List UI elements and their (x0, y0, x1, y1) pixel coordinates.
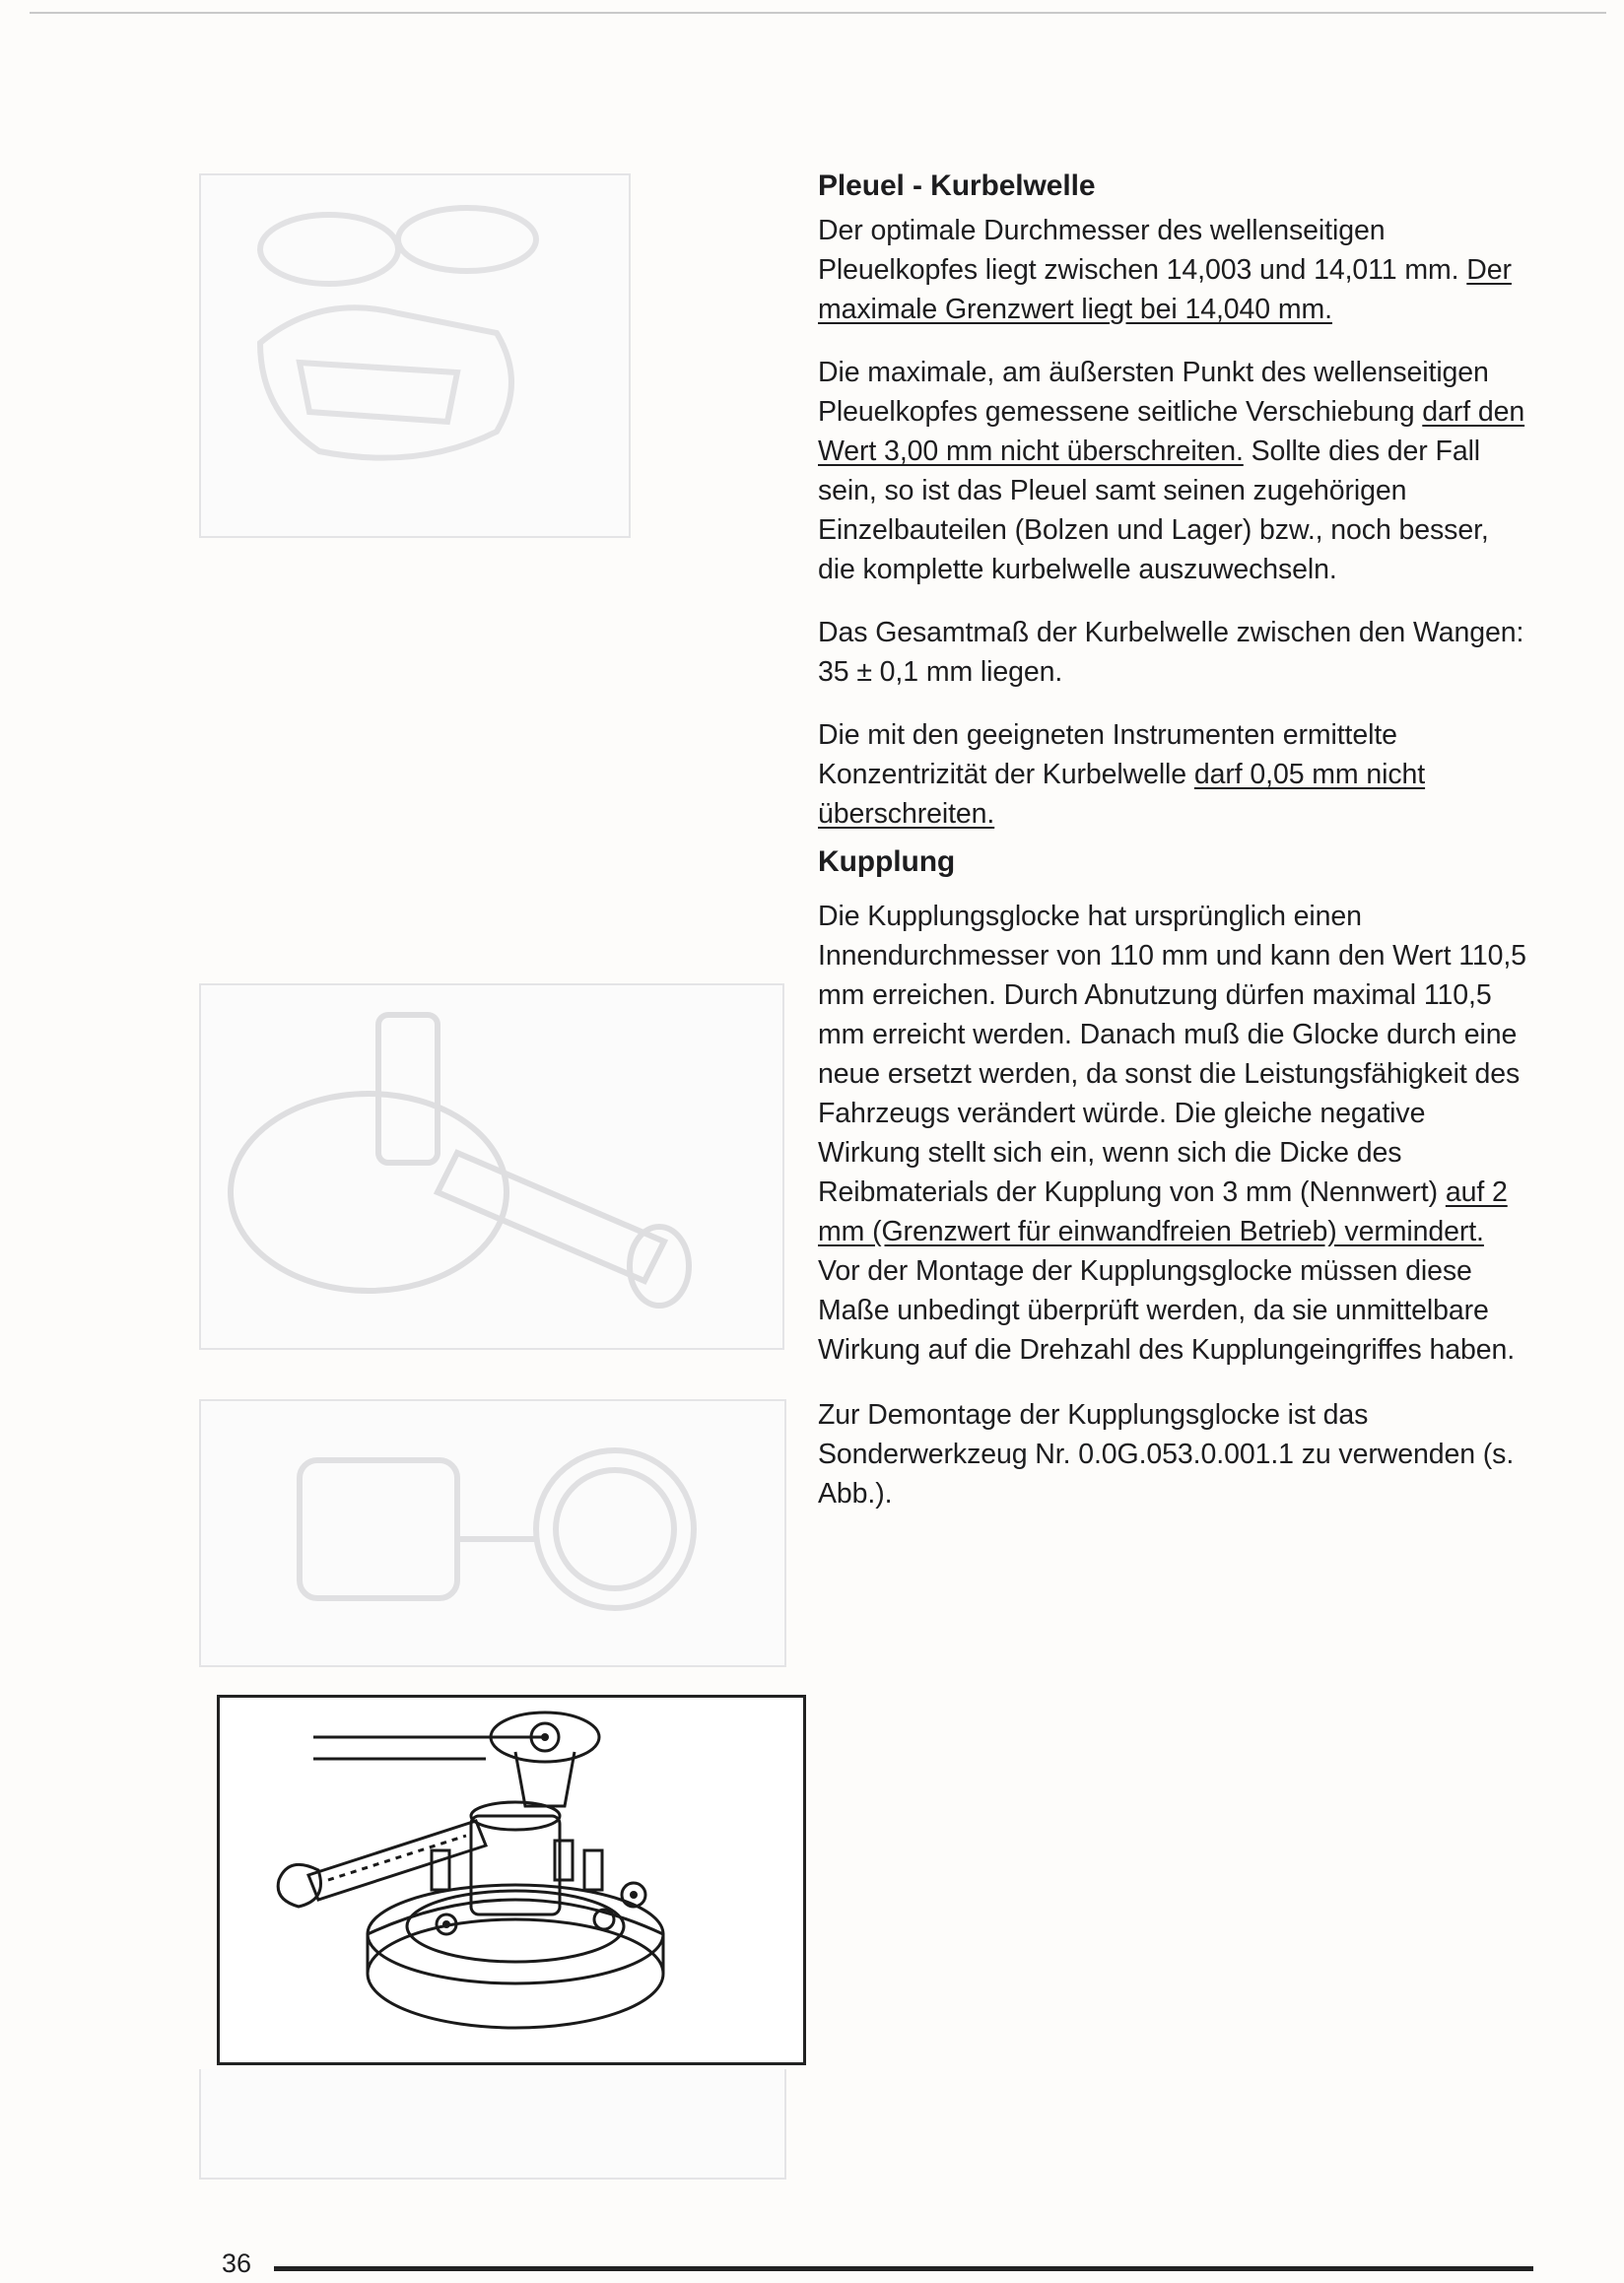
text-segment: Die Kupplungsglocke hat ursprünglich einen Innendurchmesser von 110 mm und kann den Wert 110,5 mm erreichen. Durch Abnutzung dürfen maximal 110,5 mm erreicht werden. Danach muß die Glocke durch eine neue ersetzt werden, da sonst die Leistungsfähigkeit des Fahrzeugs verändert würde. Die gleiche negative Wirkung stellt sich ein, wenn sich die Dicke des Reibmaterials der Kupplung von 3 mm (Nennwert) (818, 901, 1526, 1208)
text-segment: Sollte dies der Fall sein, so ist das Pleuel samt seinen zugehörigen Einzelbauteilen (Bolzen und Lager) bzw., noch besser, die komplette kurbelwelle auszuwechseln. (818, 436, 1489, 585)
underlined-text: Der maximale Grenzwert liegt bei 14,040 mm. (818, 254, 1512, 325)
paragraph-total-width: Das Gesamtmaß der Kurbelwelle zwischen den Wangen: 35 ± 0,1 mm liegen. (818, 617, 1524, 688)
ghost-figure-bottom (199, 2069, 786, 2180)
text-segment: Die maximale, am äußersten Punkt des wellenseitigen Pleuelkopfes gemessene seitliche Verschiebung (818, 357, 1489, 428)
page-number: 36 (222, 2249, 252, 2278)
text-segment: Der optimale Durchmesser des wellenseitigen Pleuelkopfes liegt zwischen 14,003 und 14,011 mm. (818, 215, 1467, 286)
paragraph-pleuel-diameter (818, 211, 1527, 329)
text-segment: Die mit den geeigneten Instrumenten ermittelte Konzentrizität der Kurbelwelle (818, 719, 1397, 790)
paragraph-concentricity (818, 715, 1527, 834)
clutch-bell-removal-tool-illustration (220, 1698, 803, 2062)
paragraph-clutch-bell (818, 897, 1527, 1370)
text-segment: Vor der Montage der Kupplungsglocke müssen diese Maße unbedingt überprüft werden, da sie unmittelbare Wirkung auf die Drehzahl des Kupplungeingriffes haben. (818, 1255, 1516, 1366)
ghost-figure-top (199, 173, 631, 538)
ghost-figure-top-drawing (201, 175, 629, 536)
underlined-text: auf 2 mm (Grenzwert für einwandfreien Betrieb) vermindert. (818, 1176, 1508, 1247)
ghost-figure-lower (199, 1399, 786, 1667)
section-heading-kupplung: Kupplung (818, 845, 956, 878)
ghost-figure-middle-drawing (201, 985, 782, 1348)
paragraph-special-tool: Zur Demontage der Kupplungsglocke ist das Sonderwerkzeug Nr. 0.0G.053.0.001.1 zu verwenden (s. Abb.). (818, 1399, 1515, 1510)
text-column (818, 166, 1527, 1537)
underlined-text: darf 0,05 mm nicht überschreiten. (818, 759, 1426, 830)
section-heading-pleuel: Pleuel - Kurbelwelle (818, 169, 1096, 202)
top-edge-rule (30, 12, 1606, 14)
clutch-tool-figure (217, 1695, 806, 2065)
paragraph-lateral-play (818, 353, 1527, 589)
ghost-figure-middle (199, 983, 784, 1350)
underlined-text: darf den Wert 3,00 mm nicht überschreiten. (818, 396, 1525, 467)
footer-rule (274, 2266, 1533, 2271)
ghost-figure-lower-drawing (201, 1401, 784, 1665)
